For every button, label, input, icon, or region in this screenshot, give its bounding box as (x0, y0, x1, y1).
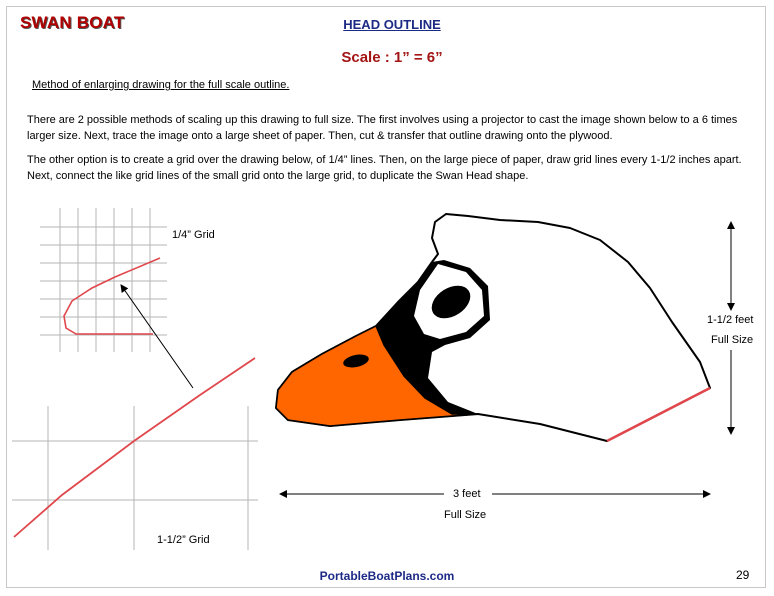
small-grid (40, 208, 167, 352)
large-grid (12, 406, 258, 550)
paragraph-grid: The other option is to create a grid over the drawing below, of 1/4” lines. Then, on the large piece of paper, draw grid lines every 1-1/2 inches apart. Next, connect the like grid lines of the small grid onto the large grid, to duplicate the Swan Head shape. (27, 154, 742, 182)
width-label-size: 3 feet (453, 488, 481, 500)
large-grid-label: 1-1/2” Grid (157, 534, 210, 546)
page-title: HEAD OUTLINE (343, 17, 441, 32)
small-grid-label: 1/4” Grid (172, 229, 215, 241)
width-label-full: Full Size (444, 509, 487, 521)
paragraph-projector: There are 2 possible methods of scaling up this drawing to full size. The first involves using a projector to cast the image shown below to a 6 times larger size. Next, trace the image onto a large sheet of paper. Then, cut & transfer that outline drawing onto the plywood. (27, 114, 738, 142)
page-number: 29 (736, 568, 750, 582)
brand-title: SWAN BOAT (20, 13, 125, 32)
height-label-size: 1-1/2 feet (707, 314, 754, 326)
swan-head-drawing (276, 214, 710, 441)
scale-label: Scale : 1” = 6” (341, 49, 443, 66)
height-label-full: Full Size (711, 334, 754, 346)
method-heading: Method of enlarging drawing for the full scale outline. (32, 79, 290, 91)
footer-website-link[interactable]: PortableBoatPlans.com (319, 569, 455, 583)
